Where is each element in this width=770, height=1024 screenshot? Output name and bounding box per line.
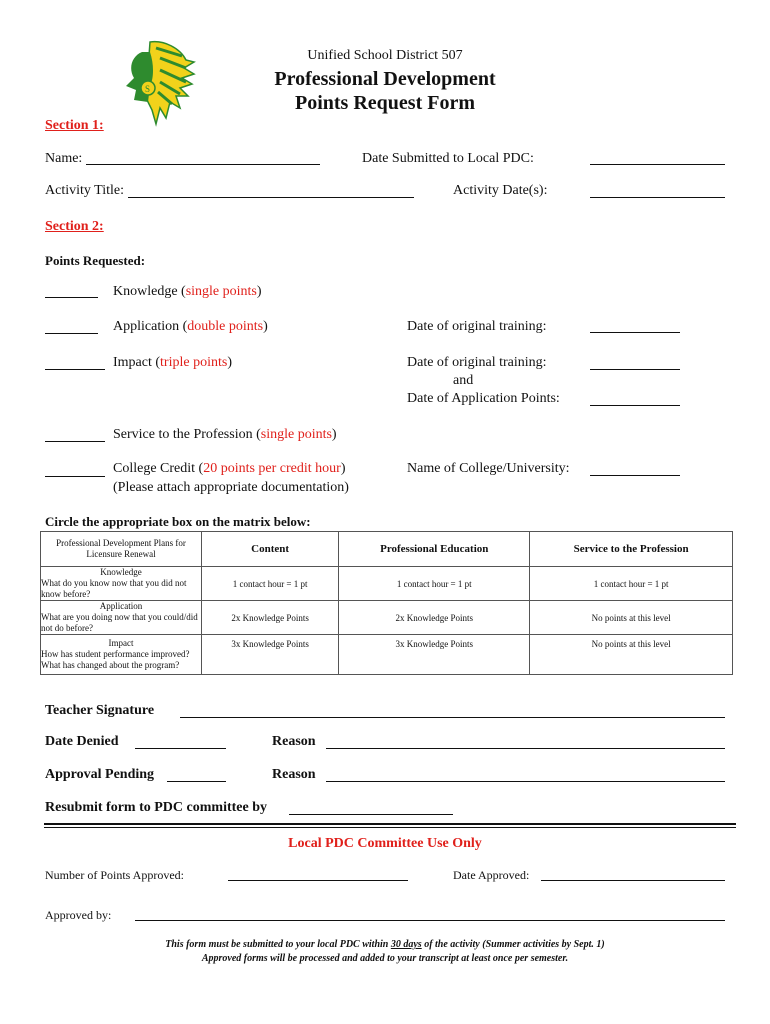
approved-by-label: Approved by: [45,908,112,922]
approved-by-field[interactable] [135,920,725,921]
denied-reason-label: Reason [272,734,316,749]
pdc-heading: Local PDC Committee Use Only [288,836,482,851]
circle-instruction: Circle the appropriate box on the matrix below: [45,514,311,529]
impact-option: Impact (triple points) [113,355,232,370]
activity-title-field[interactable] [128,197,414,198]
name-field[interactable] [86,164,320,165]
matrix-col-service: Service to the Profession [530,532,733,567]
points-approved-label: Number of Points Approved: [45,868,184,882]
divider-thin [44,827,736,828]
form-title-line1: Professional Development [274,68,496,90]
matrix-cell[interactable]: No points at this level [530,635,733,675]
date-approved-field[interactable] [541,880,725,881]
matrix-row-impact-label: Impact How has student performance improved? What has changed about the program? [41,635,202,675]
matrix-cell[interactable]: 1 contact hour = 1 pt [339,567,530,601]
matrix-cell[interactable]: 1 contact hour = 1 pt [530,567,733,601]
teacher-signature-field[interactable] [180,717,725,718]
name-label: Name: [45,151,83,166]
matrix-cell[interactable]: 1 contact hour = 1 pt [202,567,339,601]
date-denied-label: Date Denied [45,734,119,749]
district-name: Unified School District 507 [307,48,463,63]
knowledge-points-field[interactable] [45,297,98,298]
service-option: Service to the Profession (single points) [113,427,337,442]
form-title-line2: Points Request Form [295,92,475,114]
footer-line1: This form must be submitted to your local PDC within 30 days of the activity (Summer activities by Sept. 1) [165,939,605,950]
approval-pending-field[interactable] [167,781,226,782]
date-denied-field[interactable] [135,748,226,749]
service-points-field[interactable] [45,441,105,442]
college-name-label: Name of College/University: [407,461,570,476]
application-original-training-field[interactable] [590,332,680,333]
impact-date-original-training-label: Date of original training: [407,355,547,370]
section2-heading: Section 2: [45,219,104,234]
matrix-col-content: Content [202,532,339,567]
resubmit-date-field[interactable] [289,814,453,815]
activity-dates-label: Activity Date(s): [453,183,548,198]
date-approved-label: Date Approved: [453,868,530,882]
resubmit-label: Resubmit form to PDC committee by [45,800,267,815]
svg-text:S: S [145,84,151,94]
footer-line2: Approved forms will be processed and added to your transcript at least once per semester. [201,953,569,964]
college-attach-note: (Please attach appropriate documentation) [113,480,349,495]
matrix-corner: Professional Development Plans for Licensure Renewal [41,532,202,567]
denied-reason-field[interactable] [326,748,725,749]
matrix-row-application-label: Application What are you doing now that you could/did not do before? [41,601,202,635]
knowledge-option: Knowledge (single points) [113,284,262,299]
matrix-cell[interactable]: 2x Knowledge Points [202,601,339,635]
college-name-field[interactable] [590,475,680,476]
impact-points-field[interactable] [45,369,105,370]
application-option: Application (double points) [113,319,268,334]
matrix-col-professional-education: Professional Education [339,532,530,567]
pending-reason-label: Reason [272,767,316,782]
date-submitted-field[interactable] [590,164,725,165]
date-application-points-field[interactable] [590,405,680,406]
matrix-row-knowledge-label: Knowledge What do you know now that you did not know before? [41,567,202,601]
activity-dates-field[interactable] [590,197,725,198]
section1-heading: Section 1: [45,118,104,133]
matrix-cell[interactable]: 2x Knowledge Points [339,601,530,635]
date-original-training-label: Date of original training: [407,319,547,334]
approval-pending-label: Approval Pending [45,767,155,782]
date-application-points-label: Date of Application Points: [407,391,560,406]
college-points-field[interactable] [45,476,105,477]
matrix-cell[interactable]: No points at this level [530,601,733,635]
application-points-field[interactable] [45,333,98,334]
matrix-cell[interactable]: 3x Knowledge Points [339,635,530,675]
activity-title-label: Activity Title: [45,183,124,198]
and-label: and [453,373,474,388]
impact-original-training-field[interactable] [590,369,680,370]
pending-reason-field[interactable] [326,781,725,782]
points-approved-field[interactable] [228,880,408,881]
teacher-signature-label: Teacher Signature [45,703,155,718]
matrix-cell[interactable]: 3x Knowledge Points [202,635,339,675]
date-submitted-label: Date Submitted to Local PDC: [362,151,534,166]
points-requested-label: Points Requested: [45,253,146,268]
district-logo [120,38,200,130]
college-option: College Credit (20 points per credit hour) [113,461,346,476]
divider-thick [44,823,736,825]
points-matrix [40,531,733,675]
